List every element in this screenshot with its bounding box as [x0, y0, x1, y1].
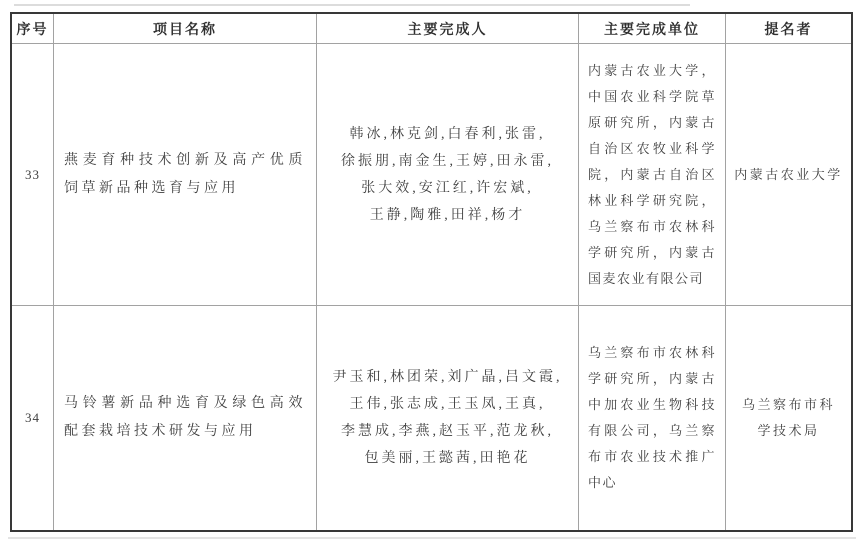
- cell-project-name-34: [54, 306, 317, 530]
- cell-project-name-33: [54, 44, 317, 306]
- units-text: 乌兰察布市农林科学研究所，内蒙古中加农业生物科技有限公司，乌兰察布市农业技术推广中心: [588, 345, 716, 490]
- cell-units-33: [579, 44, 726, 306]
- cell-serial-34: 34: [12, 306, 54, 530]
- awards-table: [10, 12, 853, 532]
- header-project-name: 项目名称: [54, 14, 317, 44]
- cell-units-34: [579, 306, 726, 530]
- project-name-text: 燕麦育种技术创新及高产优质饲草新品种选育与应用: [64, 152, 306, 196]
- nominator-line: 内蒙古农业大学: [734, 166, 843, 182]
- header-serial: 序号: [12, 14, 54, 44]
- nominator-line: 乌兰察布市科: [741, 397, 835, 412]
- nominator-text: [726, 162, 851, 188]
- units-text: 内蒙古农业大学，中国农业科学院草原研究所，内蒙古自治区农牧业科学院，内蒙古自治区林业科学研究院，乌兰察布市农林科学研究所，内蒙古国麦农业有限公司: [588, 62, 716, 286]
- completers-line: 王伟,张志成,王玉凤,王真,: [349, 397, 546, 412]
- header-main-completers: 主要完成人: [317, 14, 579, 44]
- completers-line: 尹玉和,林团荣,刘广晶,吕文霞,: [332, 370, 563, 385]
- nominator-text: [726, 392, 851, 444]
- completers-text: [317, 121, 578, 229]
- completers-line: 李慧成,李燕,赵玉平,范龙秋,: [341, 424, 554, 439]
- completers-line: 韩冰,林克剑,白春利,张雷,: [349, 126, 546, 142]
- nominator-line: 学技术局: [757, 423, 820, 438]
- cell-serial-33: 33: [12, 44, 54, 306]
- completers-text: [317, 364, 578, 472]
- completers-line: 包美丽,王懿茜,田艳花: [364, 451, 531, 466]
- cell-nominator-34: [726, 306, 851, 530]
- scan-artifact-top: [14, 4, 690, 6]
- completers-line: 徐振朋,南金生,王婷,田永雷,: [341, 153, 554, 169]
- completers-line: 张大效,安江红,许宏斌,: [361, 180, 534, 196]
- cell-completers-33: [317, 44, 579, 306]
- completers-line: 王静,陶雅,田祥,杨才: [369, 207, 526, 223]
- header-main-units: 主要完成单位: [579, 14, 726, 44]
- cell-completers-34: [317, 306, 579, 530]
- scan-artifact-bottom: [8, 537, 856, 539]
- header-nominator: 提名者: [726, 14, 851, 44]
- project-name-text: 马铃薯新品种选育及绿色高效配套栽培技术研发与应用: [64, 396, 306, 439]
- cell-nominator-33: [726, 44, 851, 306]
